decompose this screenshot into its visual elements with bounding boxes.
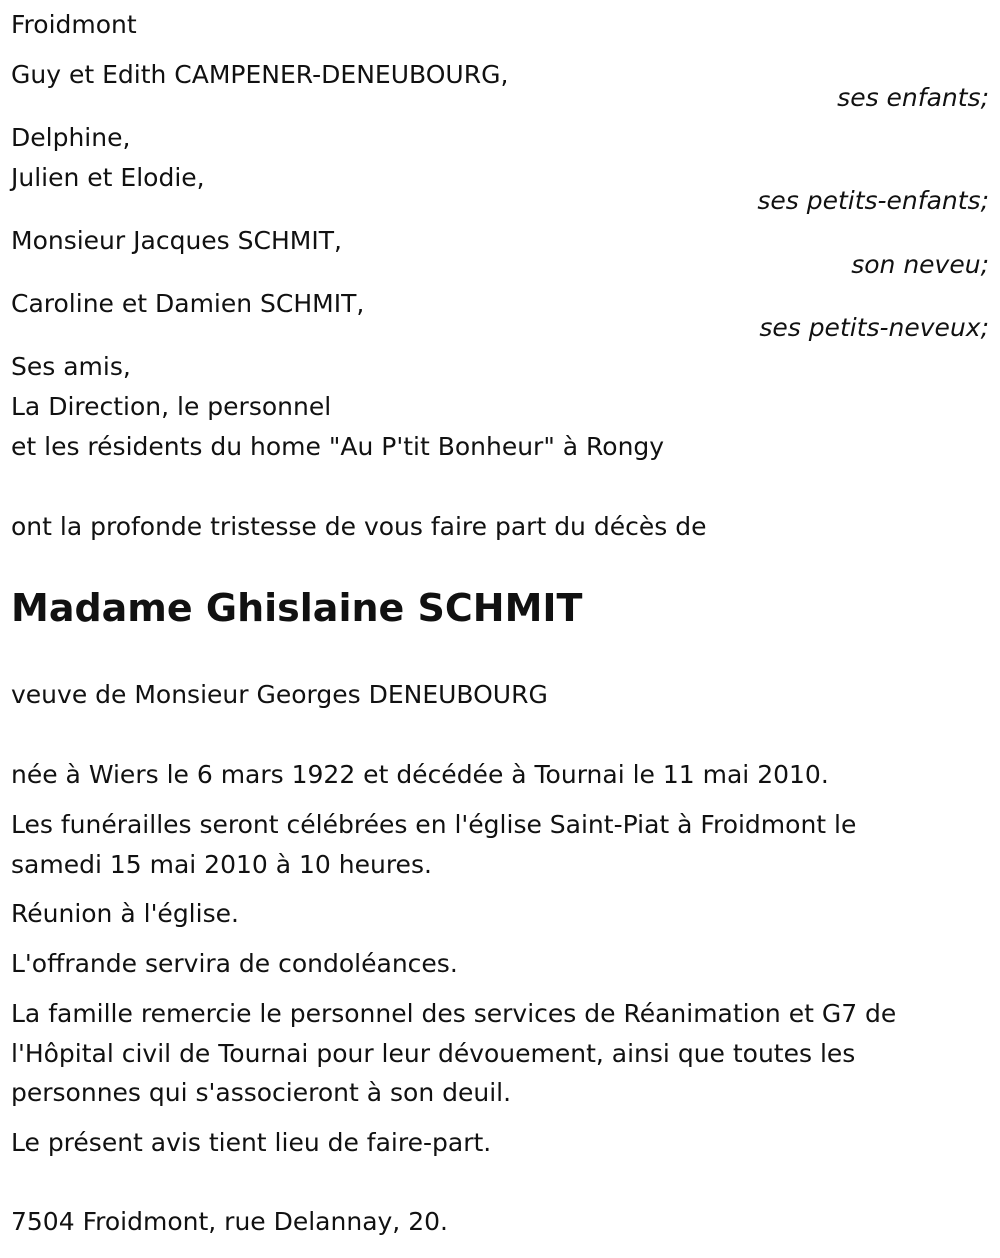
- deceased-name: Madame Ghislaine SCHMIT: [11, 586, 583, 630]
- address: 7504 Froidmont, rue Delannay, 20.: [11, 1207, 448, 1236]
- friends-line-2: La Direction, le personnel: [11, 392, 332, 421]
- friends-line-1: Ses amis,: [11, 352, 131, 381]
- nephew-name: Monsieur Jacques SCHMIT,: [11, 226, 342, 255]
- offering-info: L'offrande servira de condoléances.: [11, 949, 458, 978]
- funeral-line-2: samedi 15 mai 2010 à 10 heures.: [11, 850, 432, 879]
- grandchild-name-1: Delphine,: [11, 123, 131, 152]
- grandnephews-role: ses petits-neveux;: [759, 313, 989, 342]
- children-role: ses enfants;: [837, 83, 989, 112]
- funeral-line-1: Les funérailles seront célébrées en l'église Saint-Piat à Froidmont le: [11, 810, 857, 839]
- nephew-role: son neveu;: [851, 250, 989, 279]
- friends-line-3: et les résidents du home "Au P'tit Bonheur" à Rongy: [11, 432, 665, 461]
- thanks-line-2: l'Hôpital civil de Tournai pour leur dévouement, ainsi que toutes les: [11, 1039, 856, 1068]
- birth-death: née à Wiers le 6 mars 1922 et décédée à Tournai le 11 mai 2010.: [11, 760, 829, 789]
- thanks-line-1: La famille remercie le personnel des services de Réanimation et G7 de: [11, 999, 897, 1028]
- announcement-intro: ont la profonde tristesse de vous faire part du décès de: [11, 512, 707, 541]
- widow-of: veuve de Monsieur Georges DENEUBOURG: [11, 680, 548, 709]
- header-location: Froidmont: [11, 10, 137, 39]
- thanks-line-3: personnes qui s'associeront à son deuil.: [11, 1078, 512, 1107]
- children-names: Guy et Edith CAMPENER-DENEUBOURG,: [11, 60, 509, 89]
- grandchild-name-2: Julien et Elodie,: [11, 163, 205, 192]
- grandchildren-role: ses petits-enfants;: [757, 186, 989, 215]
- meeting-info: Réunion à l'église.: [11, 899, 239, 928]
- grandnephews-names: Caroline et Damien SCHMIT,: [11, 289, 365, 318]
- notice-info: Le présent avis tient lieu de faire-part.: [11, 1128, 492, 1157]
